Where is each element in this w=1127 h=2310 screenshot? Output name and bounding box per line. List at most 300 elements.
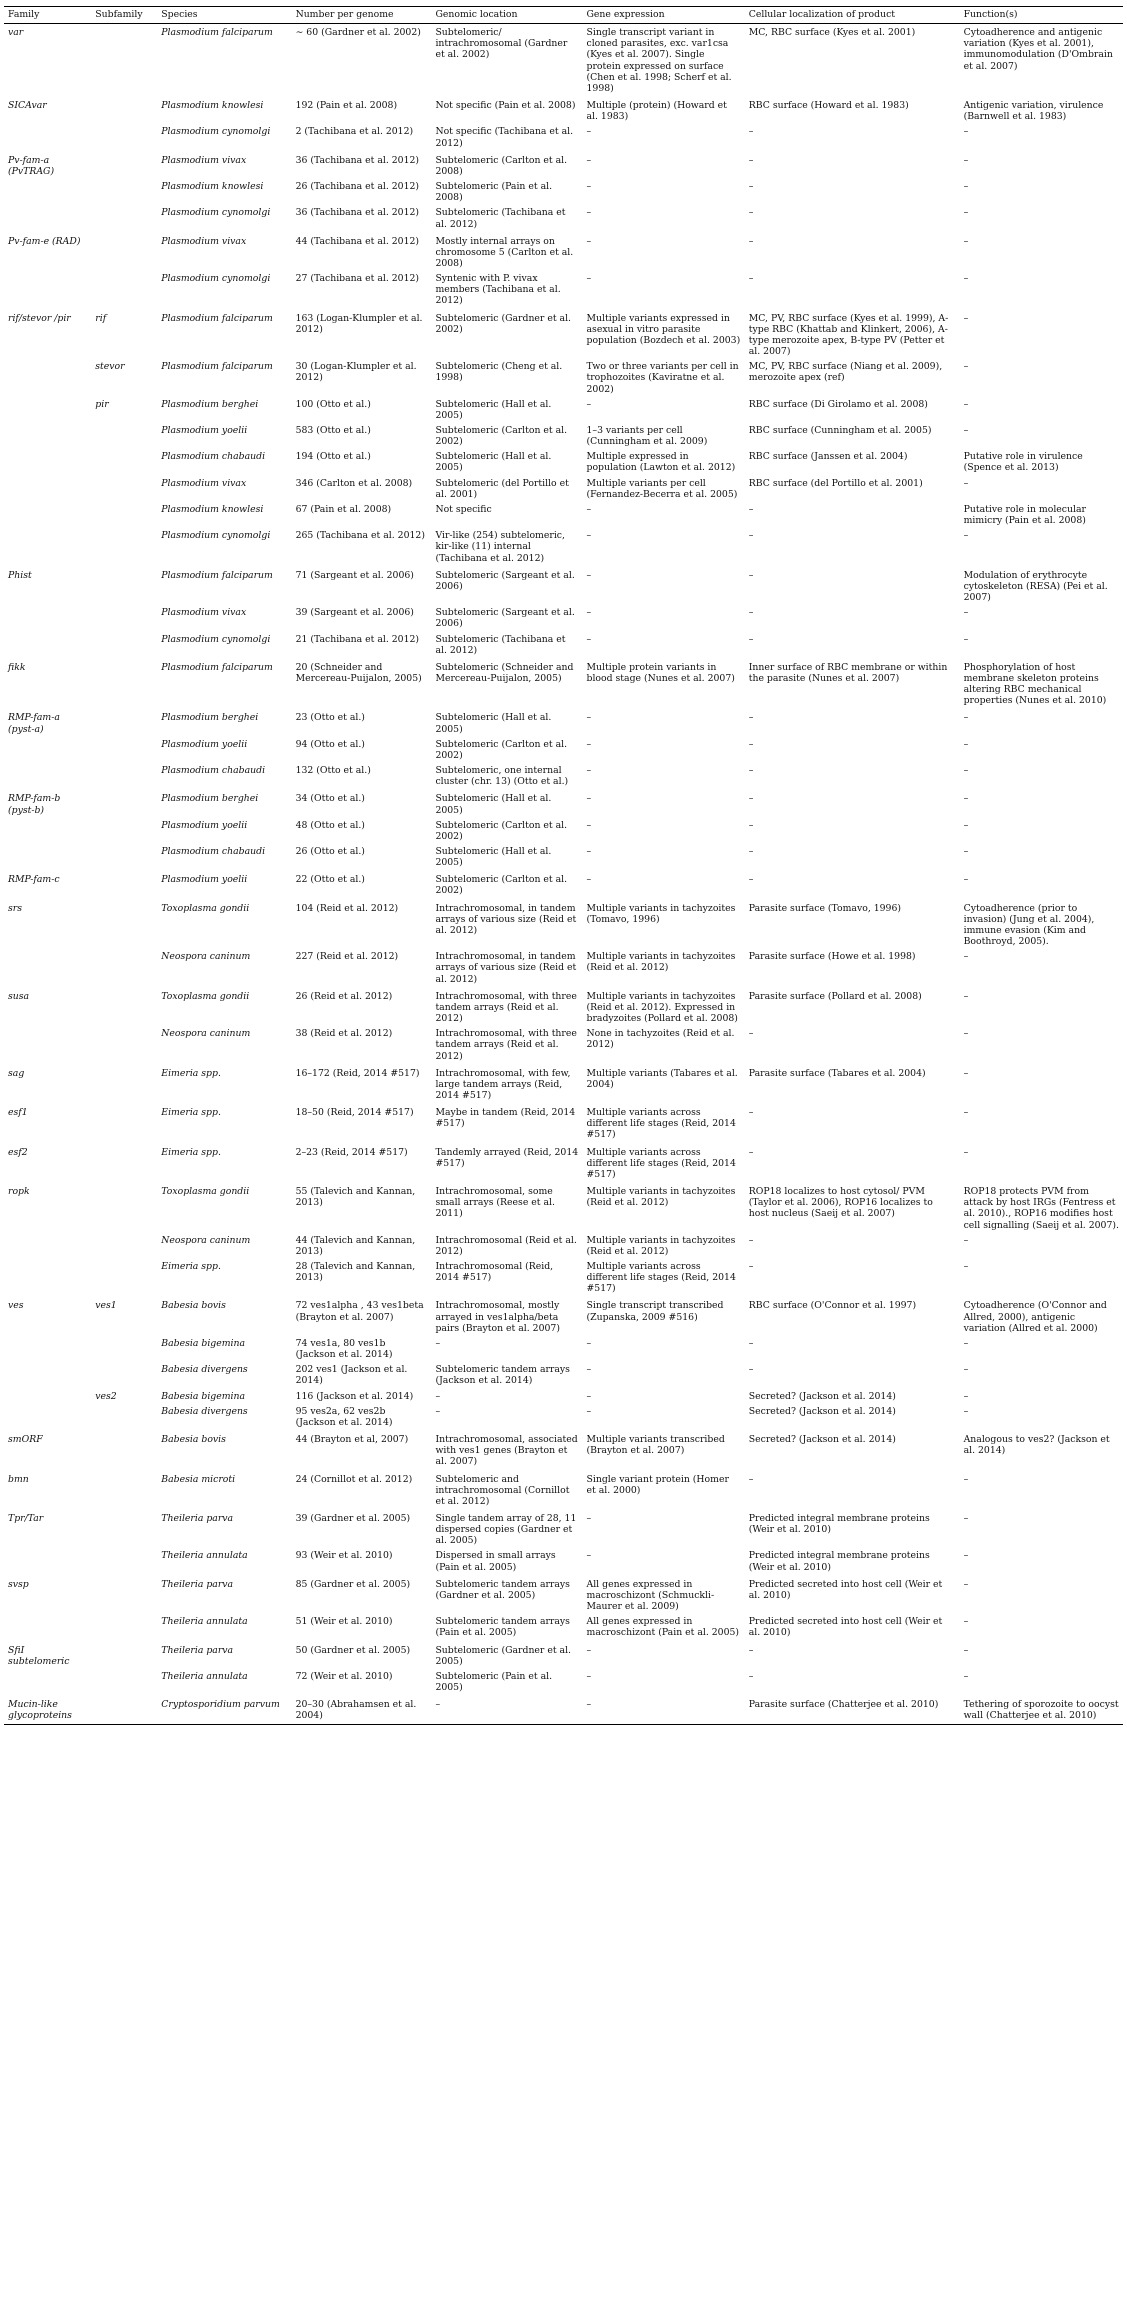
cell-function: Putative role in virulence (Spence et al. 2013) [963,451,1083,474]
cell-species: Babesia divergens [161,1405,248,1417]
cell-species: Plasmodium berghei [161,398,259,410]
cell-subfamily [91,1183,157,1234]
cell-subfamily: rif [95,312,107,324]
cell-family [4,360,91,397]
cell-localization: Inner surface of RBC membrane or within the parasite (Nunes et al. 2007) [748,661,948,684]
cell-family [4,1405,91,1431]
cell-function: Cytoadherence and antigenic variation (Kyes et al. 2001), immunomodulation (D'Ombrain et al. 2007) [963,27,1113,72]
table-row [4,360,1123,397]
table-row [4,1510,1123,1549]
table-row [4,24,1123,97]
cell-localization: Secreted? (Jackson et al. 2014) [748,1390,896,1402]
cell-subfamily [91,272,157,309]
cell-family [4,950,91,987]
cell-number: 30 (Logan-Klumpler et al. 2012) [295,361,417,384]
cell-localization: – [748,154,754,166]
cell-location: Subtelomeric and intrachromosomal (Cornillot et al. 2012) [435,1473,570,1507]
cell-function: Modulation of erythrocyte cytoskeleton (RESA) (Pei et al. 2007) [963,569,1108,604]
cell-localization: Secreted? (Jackson et al. 2014) [748,1434,896,1446]
cell-expression: Multiple variants in tachyzoites (Reid et al. 2012) [586,1186,736,1209]
cell-family: ves [8,1300,24,1312]
cell-expression: – [586,1699,592,1711]
cell-family: esf2 [8,1146,28,1158]
cell-expression: Multiple variants across different life stages (Reid, 2014 #517) [586,1146,736,1180]
cell-function: – [963,1405,969,1417]
cell-location: Subtelomeric (Gardner et al. 2002) [435,312,571,335]
cell-species: Babesia bigemina [161,1390,246,1402]
header-species: Species [161,9,198,20]
header-row [4,7,1123,24]
cell-subfamily [91,233,157,272]
cell-location: – [435,1699,441,1711]
cell-location: Subtelomeric (Hall et al. 2005) [435,712,552,735]
cell-subfamily [91,424,157,450]
cell-species: Babesia microti [161,1473,236,1485]
cell-function: – [963,633,969,645]
cell-subfamily [91,1642,157,1670]
cell-species: Plasmodium vivax [161,607,247,619]
cell-location: Subtelomeric tandem arrays (Jackson et al. 2014) [435,1364,570,1387]
cell-localization: – [748,1028,754,1040]
cell-expression: Multiple variants per cell (Fernandez-Becerra et al. 2005) [586,477,738,500]
cell-number: 21 (Tachibana et al. 2012) [295,633,420,645]
cell-expression: – [586,530,592,542]
cell-species: Plasmodium chabaudi [161,846,266,857]
cell-expression: – [586,819,592,831]
cell-family [4,180,91,206]
cell-species: Babesia bigemina [161,1337,246,1349]
cell-expression: 1–3 variants per cell (Cunningham et al. 2009) [586,425,708,448]
cell-number: 55 (Talevich and Kannan, 2013) [295,1186,416,1209]
table-row [4,567,1123,606]
cell-family: Mucin-like glycoproteins [8,1699,72,1722]
cell-function: – [963,181,969,193]
cell-number: 26 (Tachibana et al. 2012) [295,181,420,193]
cell-species: Plasmodium chabaudi [161,765,266,777]
cell-location: Intrachromosomal, associated with ves1 genes (Brayton et al. 2007) [435,1434,578,1468]
cell-localization: Parasite surface (Tomavo, 1996) [748,902,902,914]
table-row [4,503,1123,529]
cell-number: 23 (Otto et al.) [295,712,365,724]
cell-species: Plasmodium knowlesi [161,503,264,515]
cell-species: Neospora caninum [161,1028,251,1040]
cell-family [4,606,91,632]
table-row [4,125,1123,151]
table-row [4,97,1123,125]
cell-family: RMP-fam-c [8,874,60,886]
table-row [4,1260,1123,1297]
cell-family: SfiI subtelomeric [8,1644,70,1667]
cell-family: svsp [8,1578,29,1590]
cell-subfamily [91,1234,157,1260]
cell-localization: ROP18 localizes to host cytosol/ PVM (Taylor et al. 2006), ROP16 localizes to host nucleus (Saeij et al. 2007) [748,1186,933,1220]
table-row [4,450,1123,476]
cell-subfamily [91,1260,157,1297]
table-row [4,1065,1123,1104]
table-row [4,398,1123,424]
cell-number: 132 (Otto et al.) [295,765,371,777]
cell-family: smORF [8,1434,43,1446]
table-row [4,738,1123,764]
cell-localization: – [748,181,754,193]
cell-species: Plasmodium cynomolgi [161,633,271,645]
cell-location: Intrachromosomal, with few, large tandem arrays (Reid, 2014 #517) [435,1067,571,1101]
cell-number: 44 (Tachibana et al. 2012) [295,235,420,247]
table-row [4,1471,1123,1510]
cell-family [4,206,91,232]
cell-number: 100 (Otto et al.) [295,398,371,410]
table-row [4,233,1123,272]
table-row [4,819,1123,845]
cell-function: – [963,874,969,886]
cell-localization: – [748,235,754,247]
cell-expression: Multiple variants in tachyzoites (Tomavo, 1996) [586,902,736,925]
cell-function: Tethering of sporozoite to oocyst wall (Chatterjee et al. 2010) [963,1699,1119,1722]
cell-family: sag [8,1067,25,1079]
cell-subfamily [91,24,157,97]
cell-function: Phosphorylation of host membrane skeleton proteins altering RBC mechanical properties (Nunes et al. 2010) [963,661,1107,707]
cell-number: 74 ves1a, 80 ves1b (Jackson et al. 2014) [295,1337,393,1361]
cell-number: 34 (Otto et al.) [295,793,365,805]
cell-function: – [963,1512,969,1524]
cell-subfamily [91,450,157,476]
cell-number: 346 (Carlton et al. 2008) [295,477,413,489]
cell-function: – [963,793,969,805]
cell-species: Toxoplasma gondii [161,990,250,1002]
cell-expression: – [586,793,592,805]
cell-subfamily [91,900,157,951]
cell-number: 116 (Jackson et al. 2014) [295,1390,414,1402]
table-row [4,659,1123,710]
cell-family [4,1390,91,1405]
cell-localization: – [748,126,754,138]
cell-subfamily [91,1104,157,1143]
cell-family: RMP-fam-a (pyst-a) [8,712,60,735]
cell-localization: – [748,765,754,777]
cell-expression: Multiple variants across different life stages (Reid, 2014 #517) [586,1107,736,1141]
cell-subfamily [91,180,157,206]
cell-location: Subtelomeric (Hall et al. 2005) [435,846,552,869]
cell-expression: – [586,1644,592,1656]
cell-family [4,1027,91,1064]
cell-number: 104 (Reid et al. 2012) [295,902,399,914]
cell-location: Subtelomeric/ intrachromosomal (Gardner et al. 2002) [435,27,568,61]
cell-number: 26 (Reid et al. 2012) [295,990,393,1002]
cell-subfamily [91,988,157,1027]
table-row [4,900,1123,951]
cell-location: Intrachromosomal (Reid et al. 2012) [435,1234,577,1257]
cell-species: Toxoplasma gondii [161,902,250,914]
table-row [4,790,1123,818]
cell-number: 72 ves1alpha , 43 ves1beta (Brayton et al. 2007) [295,1300,424,1323]
cell-expression: – [586,846,592,857]
table-row [4,1337,1123,1363]
cell-family [4,1260,91,1297]
table-row [4,1390,1123,1405]
cell-expression: – [586,503,592,515]
table-row [4,709,1123,737]
cell-species: Plasmodium yoelii [161,874,248,886]
cell-expression: Multiple variants (Tabares et al. 2004) [586,1067,738,1090]
cell-location: Single tandem array of 28, 11 dispersed copies (Gardner et al. 2005) [435,1512,577,1547]
cell-number: 93 (Weir et al. 2010) [295,1550,393,1562]
cell-localization: Secreted? (Jackson et al. 2014) [748,1405,896,1417]
cell-expression: – [586,874,592,886]
cell-localization: – [748,712,754,724]
cell-subfamily [91,1696,157,1725]
cell-family: susa [8,990,30,1002]
cell-localization: – [748,503,754,515]
cell-subfamily [91,503,157,529]
cell-localization: Parasite surface (Chatterjee et al. 2010) [748,1699,939,1711]
cell-expression: – [586,1512,592,1524]
cell-location: Syntenic with P. vivax members (Tachibana et al. 2012) [435,273,561,307]
cell-expression: – [586,1405,592,1417]
cell-expression: Two or three variants per cell in trophozoites (Kaviratne et al. 2002) [586,361,739,395]
cell-species: Eimeria spp. [161,1067,221,1079]
cell-function: Antigenic variation, virulence (Barnwell et al. 1983) [963,100,1104,123]
cell-species: Eimeria spp. [161,1107,221,1119]
cell-function: – [963,1670,969,1682]
cell-family [4,529,91,566]
cell-location: Subtelomeric (Cheng et al. 1998) [435,361,563,384]
cell-subfamily [91,764,157,790]
table-row [4,845,1123,871]
cell-subfamily [91,1363,157,1389]
cell-location: Intrachromosomal, with three tandem arrays (Reid et al. 2012) [435,990,577,1025]
cell-function: – [963,1146,969,1158]
cell-function: – [963,1107,969,1119]
cell-expression: Multiple variants in tachyzoites (Reid et al. 2012) [586,1234,736,1257]
cell-localization: – [748,874,754,886]
cell-number: 20–30 (Abrahamsen et al. 2004) [295,1699,417,1722]
cell-localization: – [748,1107,754,1119]
cell-location: – [435,1390,441,1402]
cell-function: – [963,846,969,857]
cell-localization: MC, PV, RBC surface (Kyes et al. 1999), A-type RBC (Khattab and Klinkert, 2006), A-type merozoite apex, B-type PV (Petter et al. 2007) [748,312,949,358]
cell-location: Intrachromosomal, some small arrays (Reese et al. 2011) [435,1186,555,1220]
cell-localization: – [748,1364,754,1376]
cell-family: var [8,27,24,39]
table-row [4,1144,1123,1183]
cell-localization: RBC surface (Howard et al. 1983) [748,100,909,112]
cell-expression: – [586,235,592,247]
cell-family [4,633,91,659]
cell-number: 50 (Gardner et al. 2005) [295,1644,411,1656]
cell-number: 85 (Gardner et al. 2005) [295,1578,411,1590]
cell-location: Intrachromosomal, in tandem arrays of various size (Reid et al. 2012) [435,951,577,985]
table-row [4,764,1123,790]
cell-number: 71 (Sargeant et al. 2006) [295,569,414,581]
cell-function: – [963,712,969,724]
cell-family: bmn [8,1473,29,1485]
table-row [4,529,1123,566]
cell-species: Plasmodium knowlesi [161,181,264,193]
cell-family [4,1363,91,1389]
cell-species: Theileria parva [161,1578,234,1590]
cell-species: Plasmodium yoelii [161,738,248,750]
cell-localization: – [748,1261,754,1272]
cell-number: 67 (Pain et al. 2008) [295,503,392,515]
cell-species: Plasmodium chabaudi [161,451,266,463]
cell-location: Tandemly arrayed (Reid, 2014 #517) [435,1146,579,1169]
cell-localization: – [748,207,754,219]
cell-family: srs [8,902,22,914]
cell-subfamily [91,1615,157,1641]
cell-species: Theileria parva [161,1644,234,1656]
cell-location: Subtelomeric (Carlton et al. 2002) [435,874,568,897]
cell-species: Cryptosporidium parvum [161,1699,280,1711]
cell-subfamily [91,1549,157,1575]
table-row [4,1297,1123,1336]
cell-number: 18–50 (Reid, 2014 #517) [295,1107,414,1119]
cell-expression: – [586,1390,592,1402]
cell-family [4,1549,91,1575]
cell-species: Plasmodium yoelii [161,425,248,436]
table-row [4,1670,1123,1696]
cell-subfamily [91,1337,157,1363]
cell-subfamily [91,738,157,764]
header-family: Family [8,9,40,20]
cell-location: – [435,1405,441,1417]
cell-number: 20 (Schneider and Mercereau-Puijalon, 2005) [295,661,422,684]
cell-family [4,424,91,450]
cell-location: Subtelomeric tandem arrays (Pain et al. 2005) [435,1616,570,1639]
cell-expression: – [586,1337,592,1349]
cell-number: 27 (Tachibana et al. 2012) [295,273,420,285]
cell-location: Subtelomeric (Pain et al. 2005) [435,1670,553,1693]
cell-function: – [963,312,969,324]
cell-species: Theileria annulata [161,1550,248,1562]
cell-number: 36 (Tachibana et al. 2012) [295,207,420,219]
cell-function: ROP18 protects PVM from attack by host IRGs (Fentress et al. 2010)., ROP16 modifies host cell signalling (Saeij et al. 2007). [963,1186,1119,1231]
cell-localization: – [748,846,754,857]
cell-location: Subtelomeric tandem arrays (Gardner et al. 2005) [435,1578,570,1601]
cell-expression: Multiple (protein) (Howard et al. 1983) [586,100,727,123]
cell-number: 265 (Tachibana et al. 2012) [295,530,425,542]
cell-function: – [963,273,969,285]
cell-species: Plasmodium cynomolgi [161,126,271,138]
cell-species: Babesia bovis [161,1300,226,1312]
cell-species: Theileria annulata [161,1670,248,1682]
cell-species: Toxoplasma gondii [161,1186,250,1198]
table-row [4,1431,1123,1470]
cell-subfamily: ves1 [95,1300,117,1312]
header-location: Genomic location [435,9,518,20]
cell-family [4,1615,91,1641]
cell-subfamily [91,1471,157,1510]
cell-localization: – [748,1234,754,1246]
cell-function: – [963,1261,969,1272]
header-number: Number per genome [295,9,394,20]
cell-number: 163 (Logan-Klumpler et al. 2012) [295,312,423,335]
header-subfamily: Subfamily [95,9,143,20]
cell-species: Eimeria spp. [161,1261,221,1272]
cell-expression: – [586,181,592,193]
cell-localization: RBC surface (Janssen et al. 2004) [748,451,908,463]
cell-subfamily [91,1431,157,1470]
cell-family [4,503,91,529]
cell-location: – [435,1337,441,1349]
cell-subfamily: ves2 [95,1390,117,1402]
cell-location: Subtelomeric (Tachibana et al. 2012) [435,207,566,230]
cell-function: – [963,951,969,963]
cell-number: 51 (Weir et al. 2010) [295,1616,393,1628]
cell-number: 38 (Reid et al. 2012) [295,1028,393,1040]
cell-function: – [963,1473,969,1485]
cell-species: Neospora caninum [161,1234,251,1246]
cell-number: 39 (Gardner et al. 2005) [295,1512,411,1524]
cell-function: – [963,1616,969,1628]
cell-function: – [963,990,969,1002]
cell-expression: – [586,712,592,724]
cell-subfamily [91,1510,157,1549]
cell-localization: Predicted integral membrane proteins (Weir et al. 2010) [748,1512,930,1536]
header-function: Function(s) [963,9,1018,20]
cell-localization: Parasite surface (Tabares et al. 2004) [748,1067,926,1079]
table-row [4,1405,1123,1431]
table-row [4,1234,1123,1260]
cell-function: – [963,1390,969,1402]
cell-expression: – [586,1550,592,1562]
cell-species: Theileria annulata [161,1616,248,1628]
cell-family [4,398,91,424]
cell-subfamily [91,606,157,632]
cell-location: Subtelomeric (Sargeant et al. 2006) [435,569,575,592]
cell-location: Intrachromosomal, with three tandem arrays (Reid et al. 2012) [435,1028,577,1062]
table-row [4,477,1123,503]
cell-species: Plasmodium berghei [161,712,259,724]
cell-expression: – [586,1670,592,1682]
cell-family [4,477,91,503]
cell-family [4,1670,91,1696]
cell-family: rif/stevor /pir [8,312,71,324]
cell-subfamily [91,1405,157,1431]
cell-localization: – [748,1644,754,1656]
cell-function: Cytoadherence (prior to invasion) (Jung et al. 2004), immune evasion (Kim and Boothroyd, 2005). [963,902,1095,948]
cell-family [4,125,91,151]
cell-family: Tpr/Tar [8,1512,44,1524]
cell-function: – [963,425,969,436]
cell-location: Intrachromosomal, mostly arrayed in ves1alpha/beta pairs (Brayton et al. 2007) [435,1300,560,1334]
cell-localization: – [748,1670,754,1682]
cell-function: – [963,607,969,619]
cell-number: 24 (Cornillot et al. 2012) [295,1473,413,1485]
cell-expression: – [586,154,592,166]
table-row [4,206,1123,232]
cell-expression: Multiple variants across different life stages (Reid, 2014 #517) [586,1261,736,1295]
cell-species: Babesia bovis [161,1434,226,1446]
cell-expression: – [586,738,592,750]
cell-subfamily [91,477,157,503]
cell-species: Plasmodium falciparum [161,312,273,324]
cell-location: Subtelomeric (Pain et al. 2008) [435,181,553,204]
cell-location: Maybe in tandem (Reid, 2014 #517) [435,1107,576,1130]
cell-localization: – [748,738,754,750]
table-row [4,1696,1123,1725]
cell-expression: Single variant protein (Homer et al. 2000) [586,1473,729,1496]
cell-subfamily [91,950,157,987]
cell-location: Intrachromosomal, in tandem arrays of various size (Reid et al. 2012) [435,902,577,936]
cell-species: Babesia divergens [161,1364,248,1376]
cell-function: – [963,477,969,489]
cell-expression: – [586,398,592,410]
cell-function: – [963,398,969,410]
cell-number: 202 ves1 (Jackson et al. 2014) [295,1364,408,1387]
cell-subfamily [91,1027,157,1064]
cell-species: Eimeria spp. [161,1146,221,1158]
cell-subfamily [91,125,157,151]
